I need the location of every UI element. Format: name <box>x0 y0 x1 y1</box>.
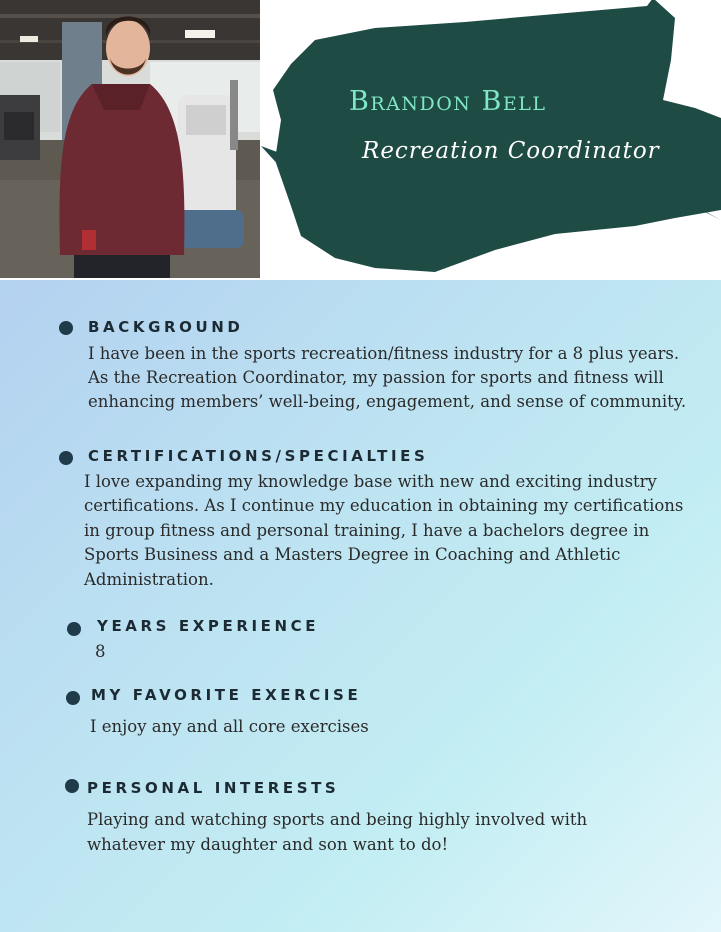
certifications-line-5: Administration. <box>84 570 214 589</box>
bullet-icon <box>59 451 73 465</box>
bullet-icon <box>67 622 81 636</box>
years-experience-value: 8 <box>95 642 106 661</box>
bullet-icon <box>59 321 73 335</box>
certifications-line-1: I love expanding my knowledge base with new and exciting industry <box>84 472 657 491</box>
profile-photo <box>0 0 260 278</box>
bullet-icon <box>66 691 80 705</box>
background-line-2: As the Recreation Coordinator, my passion for sports and fitness will <box>88 368 664 387</box>
personal-interests-line-1: Playing and watching sports and being highly involved with <box>87 810 588 829</box>
background-line-1: I have been in the sports recreation/fitness industry for a 8 plus years. <box>88 344 680 363</box>
section-heading-years-experience: YEARS EXPERIENCE <box>97 617 320 635</box>
section-heading-personal-interests: PERSONAL INTERESTS <box>87 779 340 797</box>
favorite-exercise-text: I enjoy any and all core exercises <box>90 717 369 736</box>
section-heading-background: BACKGROUND <box>88 318 244 336</box>
profile-content <box>0 280 721 932</box>
staff-role: Recreation Coordinator <box>362 138 660 164</box>
section-heading-certifications: CERTIFICATIONS/SPECIALTIES <box>88 447 429 465</box>
background-line-3: enhancing members’ well-being, engagement, and sense of community. <box>88 392 687 411</box>
section-heading-favorite-exercise: MY FAVORITE EXERCISE <box>91 686 362 704</box>
certifications-line-2: certifications. As I continue my education in obtaining my certifications <box>84 496 684 515</box>
certifications-line-4: Sports Business and a Masters Degree in Coaching and Athletic <box>84 545 621 564</box>
personal-interests-line-2: whatever my daughter and son want to do! <box>87 835 449 854</box>
bullet-icon <box>65 779 79 793</box>
profile-header <box>0 0 721 280</box>
certifications-line-3: in group fitness and personal training, I have a bachelors degree in <box>84 521 650 540</box>
staff-name: Brandon Bell <box>349 86 547 117</box>
